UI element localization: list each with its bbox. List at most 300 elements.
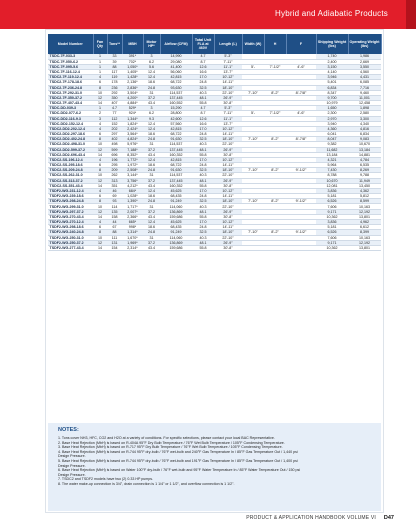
table-cell: 12.4	[143, 70, 160, 75]
table-cell: 2,836*	[122, 85, 143, 90]
table-cell: 8	[93, 137, 107, 142]
table-cell: 18'-10"	[214, 168, 242, 173]
table-cell: 68,722	[160, 163, 192, 168]
table-cell: 8,352*	[122, 152, 143, 157]
table-cell: 1,650	[316, 106, 348, 111]
table-cell: 7'-1/2"	[264, 64, 286, 69]
table-cell: 93,630	[160, 85, 192, 90]
table-cell: 31	[143, 90, 160, 95]
table-cell: 12.4	[143, 121, 160, 126]
table-cell: 6,834	[348, 132, 381, 137]
table-cell: 2,400	[316, 59, 348, 64]
table-cell: 7'-10"	[242, 168, 264, 173]
table-cell: 4,321	[316, 157, 348, 162]
table-cell: 12.4	[143, 157, 160, 162]
table-cell: 6.2	[143, 111, 160, 116]
table-cell: 3	[143, 106, 160, 111]
table-cell: 3,144*	[122, 173, 143, 178]
table-cell: 14	[93, 245, 107, 250]
model-number-cell: TSDF2-WG-250-37.2	[48, 240, 93, 245]
table-cell: 8'-7/8"	[286, 90, 316, 95]
model-number-cell: TSDF2-WG-277-43.4	[48, 245, 93, 250]
table-cell: 67	[107, 225, 122, 230]
table-cell: 351	[107, 183, 122, 188]
model-number-cell: TSDC2-SS-295-18.6	[48, 163, 93, 168]
table-cell: 14	[93, 214, 107, 219]
table-cell: 2,136*	[122, 80, 143, 85]
model-number-cell: TSDC-7F-050-6.2	[48, 59, 93, 64]
table-cell: 391*	[122, 54, 143, 59]
table-cell: 14,990	[160, 54, 192, 59]
table-cell: 1,972*	[122, 163, 143, 168]
table-cell: 154	[107, 245, 122, 250]
table-cell: 9,700	[316, 95, 348, 100]
table-cell: 159,686	[160, 245, 192, 250]
table-cell: 402	[107, 137, 122, 142]
table-cell: 48.1	[192, 209, 214, 214]
model-number-cell: TSDC-DD2-152-12.4	[48, 121, 93, 126]
model-number-cell: TSDF2-WG-270-43.4	[48, 214, 93, 219]
table-cell: 4,340	[348, 121, 381, 126]
table-cell: 18.6	[143, 80, 160, 85]
table-cell: 18'-10"	[214, 199, 242, 204]
column-header: Motor HP*	[143, 34, 160, 54]
table-cell: 12	[93, 178, 107, 183]
table-cell: 3,756*	[122, 178, 143, 183]
table-cell: 9,171	[316, 240, 348, 245]
table-cell: 3,940	[316, 121, 348, 126]
table-cell: 8.7	[192, 59, 214, 64]
table-cell: 9'-1/2"	[286, 199, 316, 204]
table-cell	[286, 245, 316, 250]
table-cell: 12.4	[143, 75, 160, 80]
table-cell: 42,815	[160, 75, 192, 80]
table-cell: 45,625	[160, 188, 192, 193]
table-cell: 1,717*	[122, 204, 143, 209]
table-cell: 43.4	[143, 245, 160, 250]
table-cell: 68,435	[160, 225, 192, 230]
table-cell: 137,445	[160, 95, 192, 100]
table-cell: 4	[93, 157, 107, 162]
table-cell: 3,504*	[122, 90, 143, 95]
table-cell: 91,249	[160, 199, 192, 204]
model-number-cell: TSDC2-SS-196-12.4	[48, 157, 93, 162]
table-cell: 77	[107, 111, 122, 116]
table-cell: 55.8	[192, 183, 214, 188]
column-header: Fan Qty	[93, 34, 107, 54]
table-cell: 137,445	[160, 178, 192, 183]
table-row	[48, 245, 381, 250]
table-cell: 56,060	[160, 70, 192, 75]
table-cell: 9'-1/2"	[286, 230, 316, 235]
table-cell: 40.3	[192, 173, 214, 178]
table-cell: 236	[107, 85, 122, 90]
table-cell: 4,200*	[122, 95, 143, 100]
table-cell: 6,834	[316, 85, 348, 90]
table-cell: 29,080	[160, 59, 192, 64]
model-number-cell: TSDC2-SS-351-43.4	[48, 183, 93, 188]
table-cell: 5,964	[316, 163, 348, 168]
table-cell: 119	[107, 75, 122, 80]
table-cell: 48.1	[192, 178, 214, 183]
note-item: 1. Tons cover NH3, HFC, CO2 and H2O at a variety of conditions. For specific selections, please contact your local BAC Representative.	[58, 436, 275, 440]
table-cell: 14,881	[348, 152, 381, 157]
table-cell: 7,430	[316, 168, 348, 173]
column-header: Length (L)	[214, 34, 242, 54]
table-cell: 4.7	[192, 106, 214, 111]
table-cell: 22'-10"	[214, 204, 242, 209]
table-cell: 160,352	[160, 152, 192, 157]
table-cell: 17.0	[192, 75, 214, 80]
table-cell: 498	[107, 142, 122, 147]
table-cell: 295	[107, 163, 122, 168]
table-cell: 32.5	[192, 137, 214, 142]
table-cell: 8'-7/8"	[286, 137, 316, 142]
table-cell: 3,300	[348, 116, 381, 121]
table-cell: 160,552	[160, 101, 192, 106]
table-cell: 6,526	[316, 199, 348, 204]
model-number-cell: TSDF2-WG-250-31.0	[48, 235, 93, 240]
table-cell: 18.6	[143, 163, 160, 168]
table-cell: 14'-11"	[214, 80, 242, 85]
table-cell: 7,716	[348, 85, 381, 90]
table-cell: 8,047	[316, 137, 348, 142]
note-item: 4. Base Heat Rejection (MbH) is based on R-744 95°F dry-bulb / 76°F wet-bulb and 240°F Gas Temperature In / 85°F Gas Temperature Out / 1,440 psi	[58, 449, 298, 454]
table-cell: 33	[107, 54, 122, 59]
table-cell: 5'-	[242, 64, 264, 69]
column-header: Width (W)	[242, 34, 264, 54]
table-cell: 12.4	[143, 188, 160, 193]
table-cell: 3,550	[348, 64, 381, 69]
table-cell: 1,772*	[122, 157, 143, 162]
table-cell: 9,083	[348, 137, 381, 142]
table-cell: 10'-12"	[214, 188, 242, 193]
table-cell: 8,347	[316, 90, 348, 95]
table-cell: 68,722	[160, 132, 192, 137]
footer-text: PRODUCT & APPLICATION HANDBOOK VOLUME VI	[246, 515, 376, 521]
table-cell: 4,212*	[122, 183, 143, 188]
table-cell: 696	[107, 152, 122, 157]
model-number-cell: TSDC2-SS-313-37.2	[48, 178, 93, 183]
table-cell: 6	[93, 80, 107, 85]
table-cell: 14'-11"	[214, 194, 242, 199]
table-cell: 30'-8"	[214, 245, 242, 250]
table-cell: 262	[107, 173, 122, 178]
model-number-cell: TSDC-DD2-116-9.3	[48, 116, 93, 121]
table-cell: 6.2	[143, 59, 160, 64]
table-cell: 10	[93, 204, 107, 209]
table-cell: 9,788	[348, 173, 381, 178]
table-cell: 5,181	[316, 225, 348, 230]
table-cell: 32.5	[192, 168, 214, 173]
page-footer	[0, 513, 416, 524]
table-cell: 8	[93, 199, 107, 204]
table-cell: 5.6	[143, 64, 160, 69]
table-cell: 1,824*	[122, 121, 143, 126]
table-cell: 30'-8"	[214, 214, 242, 219]
table-cell: 69	[107, 194, 122, 199]
table-cell: 2,580	[348, 111, 381, 116]
table-cell: 40.3	[192, 204, 214, 209]
table-cell: 55.8	[192, 101, 214, 106]
table-cell: 11,682	[316, 147, 348, 152]
table-cell: 17.0	[192, 126, 214, 131]
table-cell: 6	[93, 132, 107, 137]
table-cell: 31	[143, 235, 160, 240]
table-cell: 13,450	[348, 183, 381, 188]
note-item: Design Pressure.	[58, 463, 86, 468]
table-cell: 43.4	[143, 214, 160, 219]
model-number-cell: TSDF2-WG-231-12.4	[48, 188, 93, 193]
table-cell: 599	[107, 147, 122, 152]
table-cell: 135	[107, 209, 122, 214]
table-cell: 37.2	[143, 178, 160, 183]
table-cell: 37.2	[143, 240, 160, 245]
table-cell: 1,428*	[122, 75, 143, 80]
table-cell: 10,670	[316, 178, 348, 183]
model-number-cell: TSDC2-DD2-402-24.8	[48, 137, 93, 142]
table-cell: 2,314*	[122, 245, 143, 250]
table-cell: 4,560	[348, 70, 381, 75]
table-cell: 202	[107, 126, 122, 131]
table-cell: 407	[107, 101, 122, 106]
table-cell: 14	[93, 183, 107, 188]
table-cell: 31	[143, 173, 160, 178]
table-cell: 10,163	[348, 235, 381, 240]
table-cell: 1,986	[348, 54, 381, 59]
table-cell: 18.6	[143, 194, 160, 199]
table-cell: 6	[93, 225, 107, 230]
model-number-cell: TSDC2-7F-236-24.8	[48, 85, 93, 90]
column-header: Model Number	[48, 34, 93, 54]
table-cell: 5'-3"	[214, 54, 242, 59]
table-cell: 12	[93, 95, 107, 100]
table-cell: 12,192	[348, 240, 381, 245]
table-cell: 4'-6"	[286, 64, 316, 69]
column-header: Operating Weight (lbs)	[348, 34, 381, 54]
table-cell: 2,300	[316, 111, 348, 116]
table-cell: 114,537	[160, 90, 192, 95]
table-cell: 1,050*	[122, 64, 143, 69]
model-number-cell: TSDC-DD2-077-6.2	[48, 111, 93, 116]
column-header: Tons**	[107, 34, 122, 54]
table-cell: 7,606	[316, 235, 348, 240]
table-cell: 8	[93, 168, 107, 173]
table-cell: 12.4	[143, 126, 160, 131]
table-cell: 8,788	[316, 173, 348, 178]
table-cell: 14'-11"	[214, 225, 242, 230]
table-cell: 8'-2"	[264, 199, 286, 204]
table-cell: 17.0	[192, 220, 214, 225]
table-cell: 1	[93, 106, 107, 111]
table-cell	[264, 245, 286, 250]
table-cell: 11'-1"	[214, 64, 242, 69]
table-cell: 8'-2"	[264, 168, 286, 173]
table-cell: 9,460	[348, 90, 381, 95]
table-cell: 43.4	[143, 152, 160, 157]
table-cell: 1	[93, 70, 107, 75]
table-cell: 114,060	[160, 204, 192, 209]
table-cell: 1,969*	[122, 240, 143, 245]
table-cell: 9,382	[316, 142, 348, 147]
model-number-cell: TSDF2-WG-240-24.8	[48, 230, 93, 235]
model-number-cell: TSDF2-WG-299-31.0	[48, 204, 93, 209]
table-cell: 1,344*	[122, 116, 143, 121]
table-cell: 24.8	[192, 163, 214, 168]
table-cell: 6,041	[316, 132, 348, 137]
table-cell: 13,184	[348, 147, 381, 152]
table-cell: 7'-11"	[214, 111, 242, 116]
table-cell: 6	[93, 163, 107, 168]
note-item: Design Pressure.	[58, 472, 86, 477]
table-cell: 4,816	[348, 126, 381, 131]
table-cell: 41,400	[160, 64, 192, 69]
table-cell: 1,740	[316, 54, 348, 59]
table-cell: 26'-9"	[214, 147, 242, 152]
table-cell: 292	[107, 90, 122, 95]
table-cell: 1	[93, 59, 107, 64]
table-cell: 1,028*	[122, 194, 143, 199]
table-cell: 15,290	[160, 106, 192, 111]
table-cell: 40.3	[192, 90, 214, 95]
table-cell: 10,362	[316, 245, 348, 250]
table-cell: 137,445	[160, 147, 192, 152]
table-cell: 4.7	[192, 54, 214, 59]
table-header-row	[48, 34, 381, 54]
table-cell: 1,898	[348, 106, 381, 111]
table-cell: 2,007*	[122, 209, 143, 214]
section-tab	[406, 0, 416, 29]
table-cell: 48.1	[192, 95, 214, 100]
table-cell: 1	[93, 64, 107, 69]
table-cell: 2,669	[348, 59, 381, 64]
table-cell: 3,564*	[122, 132, 143, 137]
table-cell: 24.8	[143, 199, 160, 204]
table-cell: 7,606	[316, 204, 348, 209]
model-number-cell: TSDC2-7F-178-18.6	[48, 80, 93, 85]
table-cell: 4	[93, 121, 107, 126]
table-cell: 13,801	[348, 245, 381, 250]
table-cell: 24.8	[143, 85, 160, 90]
column-header: Total Unit FLA at 460V	[192, 34, 214, 54]
table-cell: 13,184	[316, 152, 348, 157]
table-cell: 30'-8"	[214, 101, 242, 106]
table-cell: 91,630	[160, 137, 192, 142]
column-header: Shipping Weight (lbs)	[316, 34, 348, 54]
table-cell: 8'-2"	[264, 230, 286, 235]
table-cell: 44	[107, 220, 122, 225]
model-number-cell: TSDF2-WG-298-18.6	[48, 225, 93, 230]
table-cell: 14'-11"	[214, 132, 242, 137]
table-cell: 5'-	[242, 111, 264, 116]
model-number-cell: TSDC2-7F-350-37.2	[48, 95, 93, 100]
table-cell: 924*	[122, 111, 143, 116]
table-cell: 24.8	[192, 132, 214, 137]
table-cell: 24.8	[192, 225, 214, 230]
table-cell: 665*	[122, 220, 143, 225]
table-cell: 18'-10"	[214, 137, 242, 142]
table-cell: 10	[93, 235, 107, 240]
table-cell: 12	[93, 147, 107, 152]
table-cell: 16.6	[192, 121, 214, 126]
table-cell: 22'-10"	[214, 90, 242, 95]
table-cell: 4.7	[107, 106, 122, 111]
table-cell: 12.6	[192, 116, 214, 121]
table-cell: 12	[93, 240, 107, 245]
table-cell: 1,390*	[122, 199, 143, 204]
note-item: 6. Base Heat Rejection (MbH) is based on Water 100°F dry-bulb / 76°F wet-bulb and 95°F Water Temperature In / 85°F Water Temperature Out / 150 psi	[58, 468, 301, 473]
notes-box	[48, 423, 381, 511]
model-number-cell: TSDC2-DD2-297-18.6	[48, 132, 93, 137]
table-cell: 14	[93, 152, 107, 157]
table-cell: 209	[107, 168, 122, 173]
table-cell: 3,150	[316, 64, 348, 69]
table-cell: 4,824*	[122, 137, 143, 142]
table-cell: 17.0	[192, 188, 214, 193]
table-cell: 3,836	[316, 220, 348, 225]
table-cell: 3,836	[316, 188, 348, 193]
table-cell: 18'-10"	[214, 85, 242, 90]
note-item: Design Pressure.	[58, 454, 86, 459]
table-cell: 4,884*	[122, 101, 143, 106]
column-header: MBH	[122, 34, 143, 54]
model-number-cell: TSDF2-WG-297-37.2	[48, 209, 93, 214]
table-cell: 39	[107, 59, 122, 64]
model-number-cell: TSDC2-DD2-599-37.2	[48, 147, 93, 152]
table-cell: 136,869	[160, 240, 192, 245]
table-cell: 8,599	[348, 199, 381, 204]
table-cell: 43.4	[143, 101, 160, 106]
table-cell: 7'-1/2"	[264, 111, 286, 116]
table-cell: 46	[107, 188, 122, 193]
table-cell: 1	[93, 54, 107, 59]
table-cell: 7,188*	[122, 147, 143, 152]
table-cell: 11,001	[348, 95, 381, 100]
table-cell: 4	[93, 126, 107, 131]
table-cell: 152	[107, 121, 122, 126]
table-cell: 24.8	[192, 80, 214, 85]
table-cell: 4	[93, 75, 107, 80]
table-cell: 1,405*	[122, 70, 143, 75]
table-cell: 57,560	[160, 121, 192, 126]
table-cell: 998*	[122, 225, 143, 230]
table-cell: 17.0	[192, 157, 214, 162]
table-cell: 114,060	[160, 235, 192, 240]
model-number-cell: TSDC2-DD2-498-31.0	[48, 142, 93, 147]
table-cell: 37.2	[143, 95, 160, 100]
table-cell: 11'-1"	[214, 116, 242, 121]
table-cell: 88	[107, 230, 122, 235]
model-number-cell: TSDC2-7F-119-12.4	[48, 75, 93, 80]
table-cell: 91,630	[160, 168, 192, 173]
table-cell: 4	[93, 188, 107, 193]
table-body	[48, 54, 381, 251]
model-number-cell: TSDC-7F-033-3	[48, 54, 93, 59]
table-cell: 88	[107, 64, 122, 69]
table-cell: 2,366*	[122, 214, 143, 219]
table-cell: 2,508*	[122, 168, 143, 173]
table-cell: 16.6	[192, 70, 214, 75]
table-cell: 2	[93, 111, 107, 116]
table-cell: 10,670	[348, 142, 381, 147]
table-cell: 8	[93, 230, 107, 235]
table-cell: 12	[93, 209, 107, 214]
table-cell: 7'-10"	[242, 90, 264, 95]
table-cell: 160,352	[160, 183, 192, 188]
table-cell: 4'-6"	[286, 111, 316, 116]
section-title: Hybrid and Adiabatic Products	[275, 9, 388, 18]
table-cell: 7'-10"	[242, 199, 264, 204]
